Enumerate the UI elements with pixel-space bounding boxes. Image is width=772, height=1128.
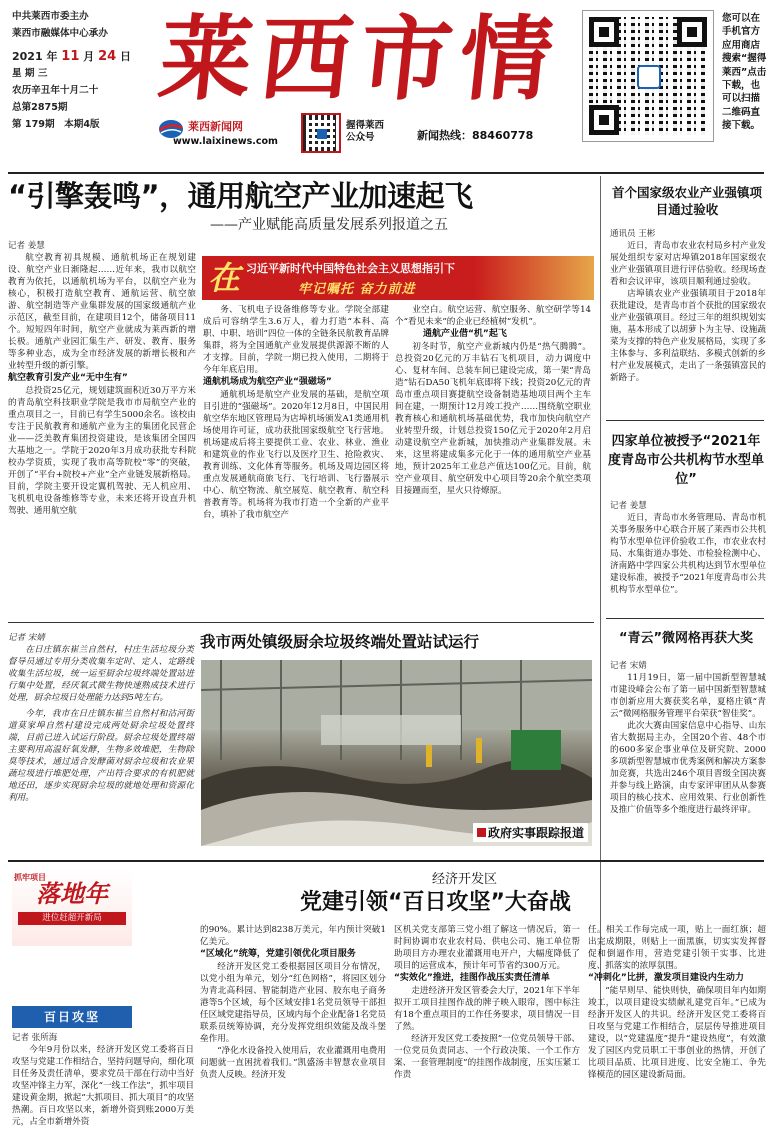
waste-paragraph: 在日庄镇东崔兰自然村，村庄生活垃圾分类督导员通过专用分类收集车定时、定人、定路线收集生活垃圾，统一运至厨余垃圾终端处置站进行集中处置，经厌氧式微生物快速熟成技术进行处理，厨余垃圾日处理能力达到5吨左右。 — [8, 645, 194, 703]
lead-col-3 — [395, 304, 591, 497]
party-subhead-1: “区域化”统筹，党建引领优化项目服务 — [200, 949, 356, 959]
party-headline: 党建引领“百日攻坚”大奋战 — [300, 890, 571, 915]
caption-square-icon — [477, 828, 486, 837]
publisher-line-1: 中共莱西市委主办 — [12, 11, 89, 22]
party-paragraph: 走进经济开发区管委会大厅，2021年下半年拟开工项目挂图作战的牌子映入眼帘，图中标注有18个重点项目的工作任务要求，项目情况一目了然。 — [394, 986, 580, 1032]
date-month-unit: 月 — [83, 50, 95, 63]
lead-paragraph: 航空教育初具规模、通航机场正在规划建设、航空产业日渐隆起……近年来，我市以航空教育为依托，以通航机场为平台，以航空产业为核心，积极打造航空教育、通航运营、航空旅游、航空制造等产业集群发展的国家级通航产业示范区，截至目前，在建项目12个，储备项目11个。短短四年时间，航空产业就成为莱西新的增长极。通航产业园汇集生产、研发、教育、服务等多种业态，成为全市经济发展的新增长极和产业转型升级的新引擎。 — [8, 253, 196, 371]
lead-paragraph: 通航机场是航空产业发展的基础，是航空项目引进的“强磁场”。2020年12月8日，中国民用航空华东地区管理局为店埠机场颁发A1类通用机场使用许可证，成功获批国家级航空飞行营地。机场建成后将主要提供工业、农业、林业、渔业和建筑业的作业飞行以及医疗卫生、抢险救灾、教育训练、文化体育等服务。机场及周边园区将重点发展通航商旅飞行、飞行培训、飞行器展示中心、航空物流、航空展览、航空教育、航空科普教育等。机场将为我市打造一个全新的产业平台，填补了我市航空产 — [203, 390, 389, 520]
masthead-left-info — [12, 8, 162, 133]
lead-subhead-3: 通航产业借“机”起飞 — [423, 329, 507, 339]
party-paragraph: 今年9月份以来，经济开发区党工委将百日攻坚与党建工作相结合，坚持问题导向，细化项目任务及责任清单，要求党员干部在行动中当好攻坚冲锋主力军，深化“一线工作法”，抓牢项目建设黄金期，掀起“大抓项目、抓大项目”的攻坚热潮。百日攻坚以来，新增外资到账2000万美元，占全市新增外资 — [12, 1045, 194, 1127]
lead-paragraph: 总投资25亿元，规划建筑面积近30万平方米的青岛航空科技职业学院是我市市局航空产业的重点项目之一，目前已有学生5000余名。该校由专注于民航教育和通航产业为主的集团化民营企业——泛美教育集团投资建设，是该集团全国四大基地之一。学院于2020年3月成功获批专科院校办学资质，实现了我市高等院校“零”的突破，开创了“平台+院校+产业”全产业链发展新格局。目前，学院主要开设定翼机驾驶、无人机应用、飞机机电设备维修等专业，未来还将开设直升机驾驶、通用航空航 — [8, 386, 196, 516]
waste-headline: 我市两处镇级厨余垃圾终端处置站试运行 — [200, 633, 480, 651]
party-top-rule — [8, 860, 764, 862]
agri-headline: 首个国家级农业产业强镇项目通过验收 — [612, 185, 763, 217]
party-col-3 — [394, 924, 580, 1081]
hotline-label: 新闻热线： — [417, 129, 472, 142]
party-paragraph: 任。相关工作每完成一项，贴上一面红旗；超出完成期限，则贴上一面黑旗，切实实发挥督促和倒逼作用，营造党建引领干实事、比进度、抓落实的浓厚氛围。 — [588, 925, 766, 971]
logo-big-text: 落地年 — [36, 879, 108, 908]
party-col-1 — [12, 1032, 194, 1128]
waste-byline: 记者 宋婧 — [8, 633, 45, 643]
water-headline: 四家单位被授予“2021年度青岛市公共机构节水型单位” — [607, 434, 764, 487]
date-month: 11 — [61, 49, 80, 64]
waste-station-photo — [201, 660, 592, 846]
water-paragraph: 近日，青岛市水务管理局、青岛市机关事务服务中心联合开展了莱西市公共机构节水型单位评价验收工作，市农业农村局、水集街道办事处、市检验检测中心、济南路中学四家公共机构达到节水型单位建设标准，被授予“2021年度青岛市公共机构节水型单位”。 — [610, 513, 766, 595]
party-paragraph: 经济开发区党工委按照“一位党员领导干部、一位党员负责同志、一个行政决策、一个工作方案、一套管理制度”的挂图作战制度，压实压紧工作责 — [394, 1034, 580, 1080]
issue-date — [12, 48, 162, 65]
banner-line-2: 牢记嘱托 奋力前进 — [298, 282, 416, 297]
lead-headline: “引擎轰鸣”，通用航空产业加速起飞 — [8, 179, 473, 213]
qingyun-paragraph: 此次大赛由国家信息中心指导、山东省大数据局主办，全国20个省、48个市的600多家企事业单位及研究院、2000多项新型智慧城市优秀案例和解决方案参加竞赛，共选出246个项目晋级全国决赛并参与线上路演，由专家评审团从从参赛项目的核心技术、应用效果、行业创新性及推广价值等多个维度进行最终评审。 — [610, 721, 766, 815]
issue-info: 第 179期 本期4版 — [12, 119, 100, 130]
banner-char: 在 — [208, 259, 241, 297]
lead-col-2 — [203, 304, 389, 521]
party-paragraph: 的90%。累计达到8238万美元，年内预计突破1亿美元。 — [200, 925, 386, 947]
lead-paragraph: 业空白。航空运营、航空服务、航空研学等14个“看见未来”的企业已经植树“发机”。 — [395, 305, 591, 327]
logo-ribbon: 进位赶超开新局 — [18, 912, 126, 925]
app-download-text: 您可以在手机官方应用商店搜索“握得莱西”点击下载，也可以扫描二维码直接下载。 — [722, 13, 767, 132]
party-paragraph: 区机关党支部第三党小组了解这一情况后，第一时间协调市农业农村局、供电公司、施工单位帮助项目方办理农业灌溉用电开户，大幅度降低了项目的运营成本，预计年可节省约300万元。 — [394, 925, 580, 971]
news-site-name: 莱西新闻网 — [188, 120, 243, 133]
hundred-day-tag: 百日攻坚 — [12, 1006, 132, 1028]
hotline — [417, 127, 533, 143]
party-byline: 记者 张所海 — [12, 1033, 58, 1043]
right-rule-2 — [606, 618, 764, 619]
lead-byline: 记者 姜慧 — [8, 241, 45, 251]
photo-caption-text: 政府实事跟踪报道 — [487, 826, 584, 840]
logo-small-text: 抓牢项目 — [14, 873, 46, 882]
party-col-4 — [588, 924, 766, 1081]
party-kicker: 经济开发区 — [432, 872, 498, 887]
date-year: 2021 年 — [12, 50, 58, 63]
waste-text — [8, 632, 194, 804]
issue-weekday: 星 期 三 — [12, 68, 48, 79]
lead-paragraph: 务、飞机电子设备维修等专业。学院全部建成后可容纳学生3.6万人，着力打造“本科、高职、中职、培训”四位一体的全链条民航教育品牌集群，将为全国通航产业发展提供源源不断的人才支撑。目前，学院一期已投入使用，二期将于今年年底启用。 — [203, 305, 389, 375]
lead-subhead-1: 航空教育引发产业“无中生有” — [8, 373, 128, 383]
date-day-unit: 日 — [120, 50, 132, 63]
right-rule-1 — [606, 420, 764, 421]
party-paragraph: “能早则早、能快则快，确保项目年内如期竣工，以项目建设实绩献礼建党百年。”已成为经济开发区人的共识。经济开发区党工委将百日攻坚与党建工作相结合，层层传导推进项目建设，以“党建温度”提升“建设热度”，有效激发了园区内党员职工干事创业的热情，开创了比项目品质、比项目进度、比安全施工、争先锋模范的园区建设新局面。 — [588, 986, 766, 1080]
agri-paragraph: 店埠镇农业产业强镇项目于2018年获批建设，是青岛市首个获批的国家级农业产业强镇项目。经过三年的组织规划实施，基本形成了以胡萝卜为主导、设施蔬菜为支撑的特色产业发展格局，实现了多主体参与、多利益联结、多模式创新的乡村产业发展模式，走出了一条强镇富民的新路子。 — [610, 289, 766, 383]
waste-paragraph: 今年，我市在日庄镇东崔兰自然村和沽河街道莫家埠自然村建设完成两处厨余垃圾处置终端，目前已进入试运行阶段。厨余垃圾处置终端主要利用高温好氧发酵，生物多效堆肥，生物除臭等技术，通过适合发酵菌对厨余垃圾和农业果蔬垃圾进行堆肥处理，产出符合要求的有机肥就地还田，逐步实现厨余垃圾的就地处理和资源化利用。 — [8, 709, 194, 803]
newspaper-title: 莱西市情 — [154, 5, 566, 113]
date-day: 24 — [98, 49, 117, 64]
news-site-url[interactable]: www.laixinews.com — [173, 136, 278, 147]
wechat-label: 握得莱西 公众号 — [346, 120, 385, 143]
qingyun-headline: “青云”微网格再获大奖 — [618, 631, 754, 646]
issue-lunar: 农历辛丑年十月二十 — [12, 85, 99, 96]
lead-col-1 — [8, 240, 196, 517]
party-paragraph: “净化水设备投入使用后，农业灌溉用电费用问题就一直困扰着我们。”凯盛汤丰智慧农业项目负责人反映。经济开发 — [200, 1046, 386, 1080]
qingyun-byline: 记者 宋婧 — [610, 661, 647, 671]
masthead-rule — [8, 172, 764, 174]
publisher-line-2: 莱西市融媒体中心承办 — [12, 28, 108, 39]
lead-subhead-2: 通航机场成为航空产业“强磁场” — [203, 377, 332, 387]
agri-byline: 通讯员 王彬 — [610, 229, 656, 239]
qingyun-article — [610, 660, 766, 816]
agri-paragraph: 近日，青岛市农业农村局乡村产业发展处组织专家对店埠镇2018年国家级农业产业强镇项目进行评估验收。经现场查看和会议评审，该项目顺利通过验收。 — [610, 241, 766, 287]
party-subhead-2: “实效化”推进，挂图作战压实责任清单 — [394, 973, 550, 983]
issue-total: 总第2875期 — [12, 102, 68, 113]
banner-line-1: 习近平新时代中国特色社会主义思想指引下 — [246, 262, 455, 275]
lead-paragraph: 初冬时节，航空产业新城内仍是“热气腾腾”。总投资20亿元的万丰钻石飞机项目，动力调度中心、复材车间、总装车间已建设完成，第一架“青岛造”钻石DA50飞机年底即将下线；投资20亿元的青岛市重点项目赛捷航空设备制造基地项目两个主车间在建，一期预计12月竣工投产……围绕航空职业教育核心和通航机场基础优势，我市加快向航空产业转型升级，计划总投资150亿元于2020年2月启动建设航空产业新城，加快推动产业集群发展。未来，这里将建成集多元化于一体的通用航空产业基地，预计2025年工业总产值达100亿元。目前，航空产业项目、航空研发中心项目等20余个航空类项目接踵而至，星火只待燎原。 — [395, 342, 591, 496]
lead-subtitle: ——产业赋能高质量发展系列报道之五 — [210, 217, 448, 233]
party-col-2 — [200, 924, 386, 1081]
water-byline: 记者 姜慧 — [610, 501, 647, 511]
photo-caption — [473, 823, 588, 842]
party-subhead-3: “冲刺化”比拼，激发项目建设内生动力 — [588, 973, 744, 983]
wechat-qr-small[interactable] — [301, 113, 341, 153]
hotline-number: 88460778 — [472, 129, 534, 142]
greenhouse-illustration — [201, 660, 592, 846]
qingyun-paragraph: 11月19日，第一届中国新型智慧城市建设峰会公布了第一届中国新型智慧城市创新应用大赛获奖名单，夏格庄镇“青云”微网格服务管理平台荣获“智佳奖”。 — [610, 673, 766, 719]
project-year-logo — [12, 868, 132, 946]
water-article — [610, 500, 766, 596]
app-qr-code[interactable] — [582, 10, 714, 142]
waste-top-rule — [8, 622, 594, 623]
political-banner — [202, 256, 594, 300]
party-paragraph: 经济开发区党工委根据园区项目分布情况，以党小组为单元，划分“红色网格”，将园区划分为青北高科园、智能制造产业园、胶东电子商务港等5个区域，每个区域安排1名党员领导干部担任区域党建指导员，区域内每个企业配备1名党员联系员统筹协调，充分发挥党组织效能及战斗堡垒作用。 — [200, 962, 386, 1044]
agri-article — [610, 228, 766, 384]
